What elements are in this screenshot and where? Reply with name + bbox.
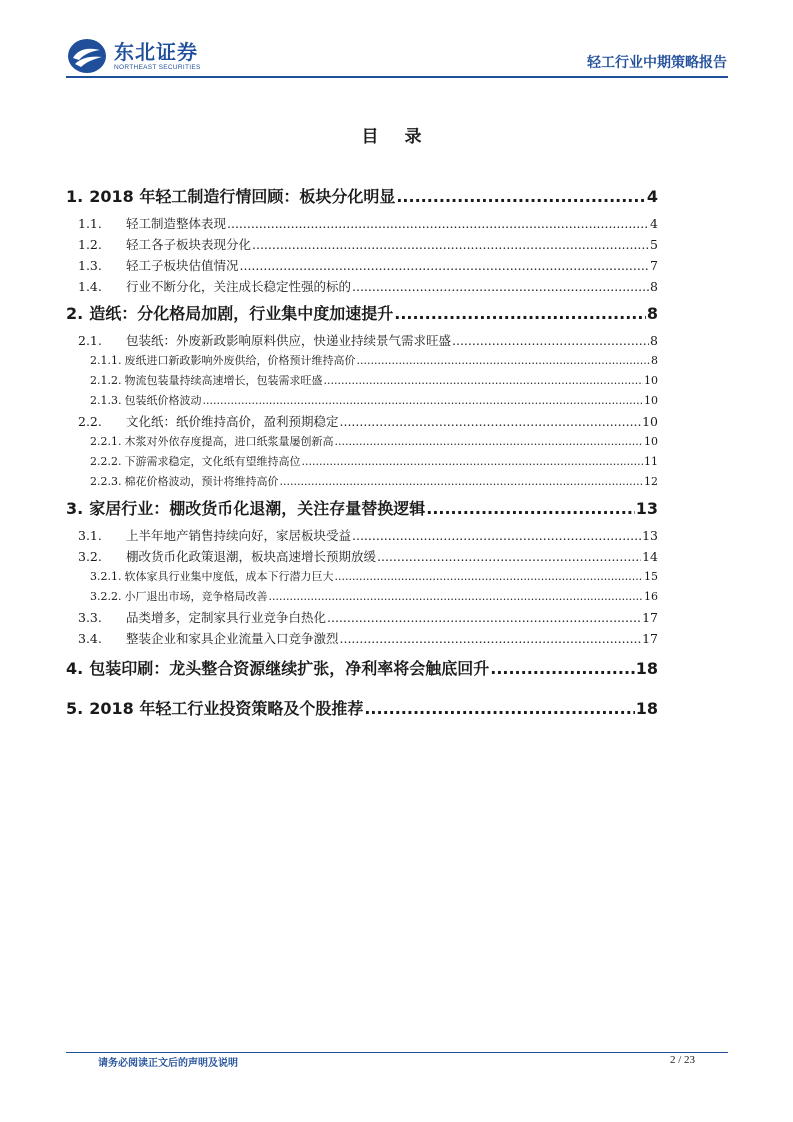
dot-leader — [324, 371, 644, 391]
header-divider — [66, 76, 728, 78]
dot-leader — [327, 607, 641, 628]
toc-entry-title: 品类增多，定制家具行业竞争白热化 — [126, 610, 327, 625]
toc-entry-title: 造纸：分化格局加剧，行业集中度加速提升 — [89, 304, 394, 323]
dot-leader — [203, 391, 644, 411]
northeast-securities-logo-icon — [66, 37, 108, 75]
toc-entry-page: 12 — [644, 475, 658, 488]
toc-entry-2-2[interactable] — [66, 411, 658, 432]
toc-entry-page: 5 — [650, 237, 658, 252]
toc-entry-number: 3.3. — [78, 610, 102, 625]
toc-entry-page: 15 — [644, 570, 658, 583]
toc-entry-title: 软体家具行业集中度低，成本下行潜力巨大 — [124, 570, 334, 583]
toc-entry-2-1-3[interactable] — [66, 391, 658, 411]
toc-entry-title: 轻工各子板块表现分化 — [126, 237, 252, 252]
dot-leader — [352, 276, 649, 297]
toc-entry-title: 2018 年轻工行业投资策略及个股推荐 — [89, 699, 364, 718]
toc-entry-title: 轻工子板块估值情况 — [126, 258, 239, 273]
toc-entry-page: 13 — [635, 499, 658, 518]
toc-entry-title: 2018 年轻工制造行情回顾：板块分化明显 — [89, 187, 396, 206]
toc-entry-3-2[interactable] — [66, 546, 658, 567]
table-of-contents — [66, 180, 658, 720]
toc-entry-page: 17 — [642, 631, 658, 646]
toc-entry-title: 家居行业：棚改货币化退潮，关注存量替换逻辑 — [89, 499, 426, 518]
toc-entry-5[interactable] — [66, 698, 658, 720]
toc-entry-2-1-1[interactable] — [66, 351, 658, 371]
toc-entry-number: 3.2. — [78, 549, 102, 564]
toc-entry-2-1[interactable] — [66, 330, 658, 351]
toc-entry-number: 2.1. — [78, 333, 102, 348]
toc-entry-1-4[interactable] — [66, 276, 658, 297]
dot-leader — [335, 567, 644, 587]
logo-english-name: NORTHEAST SECURITIES — [114, 64, 201, 71]
toc-entry-2[interactable] — [66, 303, 658, 325]
toc-entry-page: 7 — [650, 258, 658, 273]
dot-leader — [394, 303, 646, 325]
toc-entry-1-3[interactable] — [66, 255, 658, 276]
dot-leader — [452, 330, 649, 351]
toc-entry-title: 小厂退出市场，竞争格局改善 — [124, 590, 268, 603]
toc-entry-page: 10 — [642, 414, 658, 429]
dot-leader — [269, 587, 644, 607]
toc-entry-number: 2.1.3. — [90, 394, 122, 407]
toc-entry-page: 13 — [642, 528, 658, 543]
toc-entry-page: 10 — [644, 394, 658, 407]
toc-entry-title: 棉花价格波动，预计将维持高价 — [124, 475, 279, 488]
footer-divider — [66, 1052, 728, 1053]
toc-entry-2-2-1[interactable] — [66, 432, 658, 452]
toc-heading: 目 录 — [361, 127, 432, 147]
page-header — [0, 0, 793, 80]
toc-entry-number: 3.2.2. — [90, 590, 122, 603]
toc-entry-title: 废纸进口新政影响外废供给，价格预计维持高价 — [124, 354, 356, 367]
toc-entry-page: 18 — [635, 659, 658, 678]
toc-entry-title: 包装纸价格波动 — [124, 394, 202, 407]
dot-leader — [252, 234, 649, 255]
dot-leader — [302, 452, 644, 472]
toc-entry-number: 1.2. — [78, 237, 102, 252]
toc-entry-title: 行业不断分化，关注成长稳定性强的标的 — [126, 279, 352, 294]
toc-entry-title: 下游需求稳定，文化纸有望维持高位 — [124, 455, 301, 468]
toc-entry-1-2[interactable] — [66, 234, 658, 255]
toc-entry-page: 4 — [646, 187, 658, 206]
toc-entry-title: 轻工制造整体表现 — [126, 216, 227, 231]
toc-entry-number: 1. — [66, 187, 84, 206]
dot-leader — [340, 411, 642, 432]
toc-entry-number: 2.2.3. — [90, 475, 122, 488]
toc-entry-2-2-2[interactable] — [66, 452, 658, 472]
dot-leader — [357, 351, 651, 371]
toc-entry-title: 文化纸：纸价维持高价，盈利预期稳定 — [126, 414, 339, 429]
toc-entry-4[interactable] — [66, 658, 658, 680]
toc-entry-page: 8 — [646, 304, 658, 323]
toc-entry-title: 木浆对外依存度提高，进口纸浆量屡创新高 — [124, 435, 334, 448]
toc-entry-3-1[interactable] — [66, 525, 658, 546]
toc-entry-number: 3.1. — [78, 528, 102, 543]
toc-entry-page: 8 — [651, 354, 658, 367]
dot-leader — [352, 525, 641, 546]
toc-entry-number: 3.4. — [78, 631, 102, 646]
toc-entry-number: 5. — [66, 699, 84, 718]
toc-entry-1-1[interactable] — [66, 213, 658, 234]
toc-entry-page: 14 — [642, 549, 658, 564]
toc-entry-3-2-2[interactable] — [66, 587, 658, 607]
toc-entry-title: 整装企业和家具企业流量入口竞争激烈 — [126, 631, 339, 646]
toc-entry-3-3[interactable] — [66, 607, 658, 628]
toc-entry-3-4[interactable] — [66, 628, 658, 649]
toc-entry-page: 10 — [644, 374, 658, 387]
toc-entry-3[interactable] — [66, 498, 658, 520]
toc-entry-number: 2.1.2. — [90, 374, 122, 387]
dot-leader — [227, 213, 649, 234]
toc-entry-page: 18 — [635, 699, 658, 718]
toc-entry-number: 3.2.1. — [90, 570, 122, 583]
toc-entry-2-1-2[interactable] — [66, 371, 658, 391]
toc-entry-title: 包装纸：外废新政影响原料供应，快递业持续景气需求旺盛 — [126, 333, 452, 348]
toc-entry-page: 16 — [644, 590, 658, 603]
dot-leader — [280, 472, 644, 492]
dot-leader — [490, 658, 635, 680]
toc-entry-title: 包装印刷：龙头整合资源继续扩张，净利率将会触底回升 — [89, 659, 490, 678]
toc-entry-3-2-1[interactable] — [66, 567, 658, 587]
toc-entry-number: 1.3. — [78, 258, 102, 273]
dot-leader — [240, 255, 650, 276]
dot-leader — [396, 186, 646, 208]
toc-entry-number: 1.4. — [78, 279, 102, 294]
toc-entry-number: 2.2.2. — [90, 455, 122, 468]
dot-leader — [426, 498, 635, 520]
toc-entry-page: 10 — [644, 435, 658, 448]
dot-leader — [377, 546, 641, 567]
toc-entry-number: 2.1.1. — [90, 354, 122, 367]
toc-entry-page: 8 — [650, 333, 658, 348]
toc-entry-number: 1.1. — [78, 216, 102, 231]
toc-entry-title: 上半年地产销售持续向好，家居板块受益 — [126, 528, 352, 543]
toc-entry-page: 8 — [650, 279, 658, 294]
toc-entry-2-2-3[interactable] — [66, 472, 658, 492]
toc-entry-number: 4. — [66, 659, 84, 678]
toc-entry-number: 2.2.1. — [90, 435, 122, 448]
toc-entry-title: 物流包装量持续高速增长，包装需求旺盛 — [124, 374, 323, 387]
toc-entry-number: 2.2. — [78, 414, 102, 429]
toc-entry-page: 4 — [650, 216, 658, 231]
page-number: 2 / 23 — [669, 1054, 695, 1066]
dot-leader — [335, 432, 644, 452]
footer-disclaimer: 请务必阅读正文后的声明及说明 — [98, 1058, 238, 1069]
toc-entry-page: 17 — [642, 610, 658, 625]
toc-entry-title: 棚改货币化政策退潮，板块高速增长预期放缓 — [126, 549, 377, 564]
logo-chinese-name: 东北证券 — [114, 40, 198, 64]
company-logo — [66, 36, 241, 76]
toc-entry-page: 11 — [644, 455, 658, 468]
report-title: 轻工行业中期策略报告 — [587, 55, 727, 71]
dot-leader — [364, 698, 634, 720]
toc-entry-number: 3. — [66, 499, 84, 518]
toc-entry-number: 2. — [66, 304, 84, 323]
dot-leader — [340, 628, 642, 649]
toc-entry-1[interactable] — [66, 186, 658, 208]
